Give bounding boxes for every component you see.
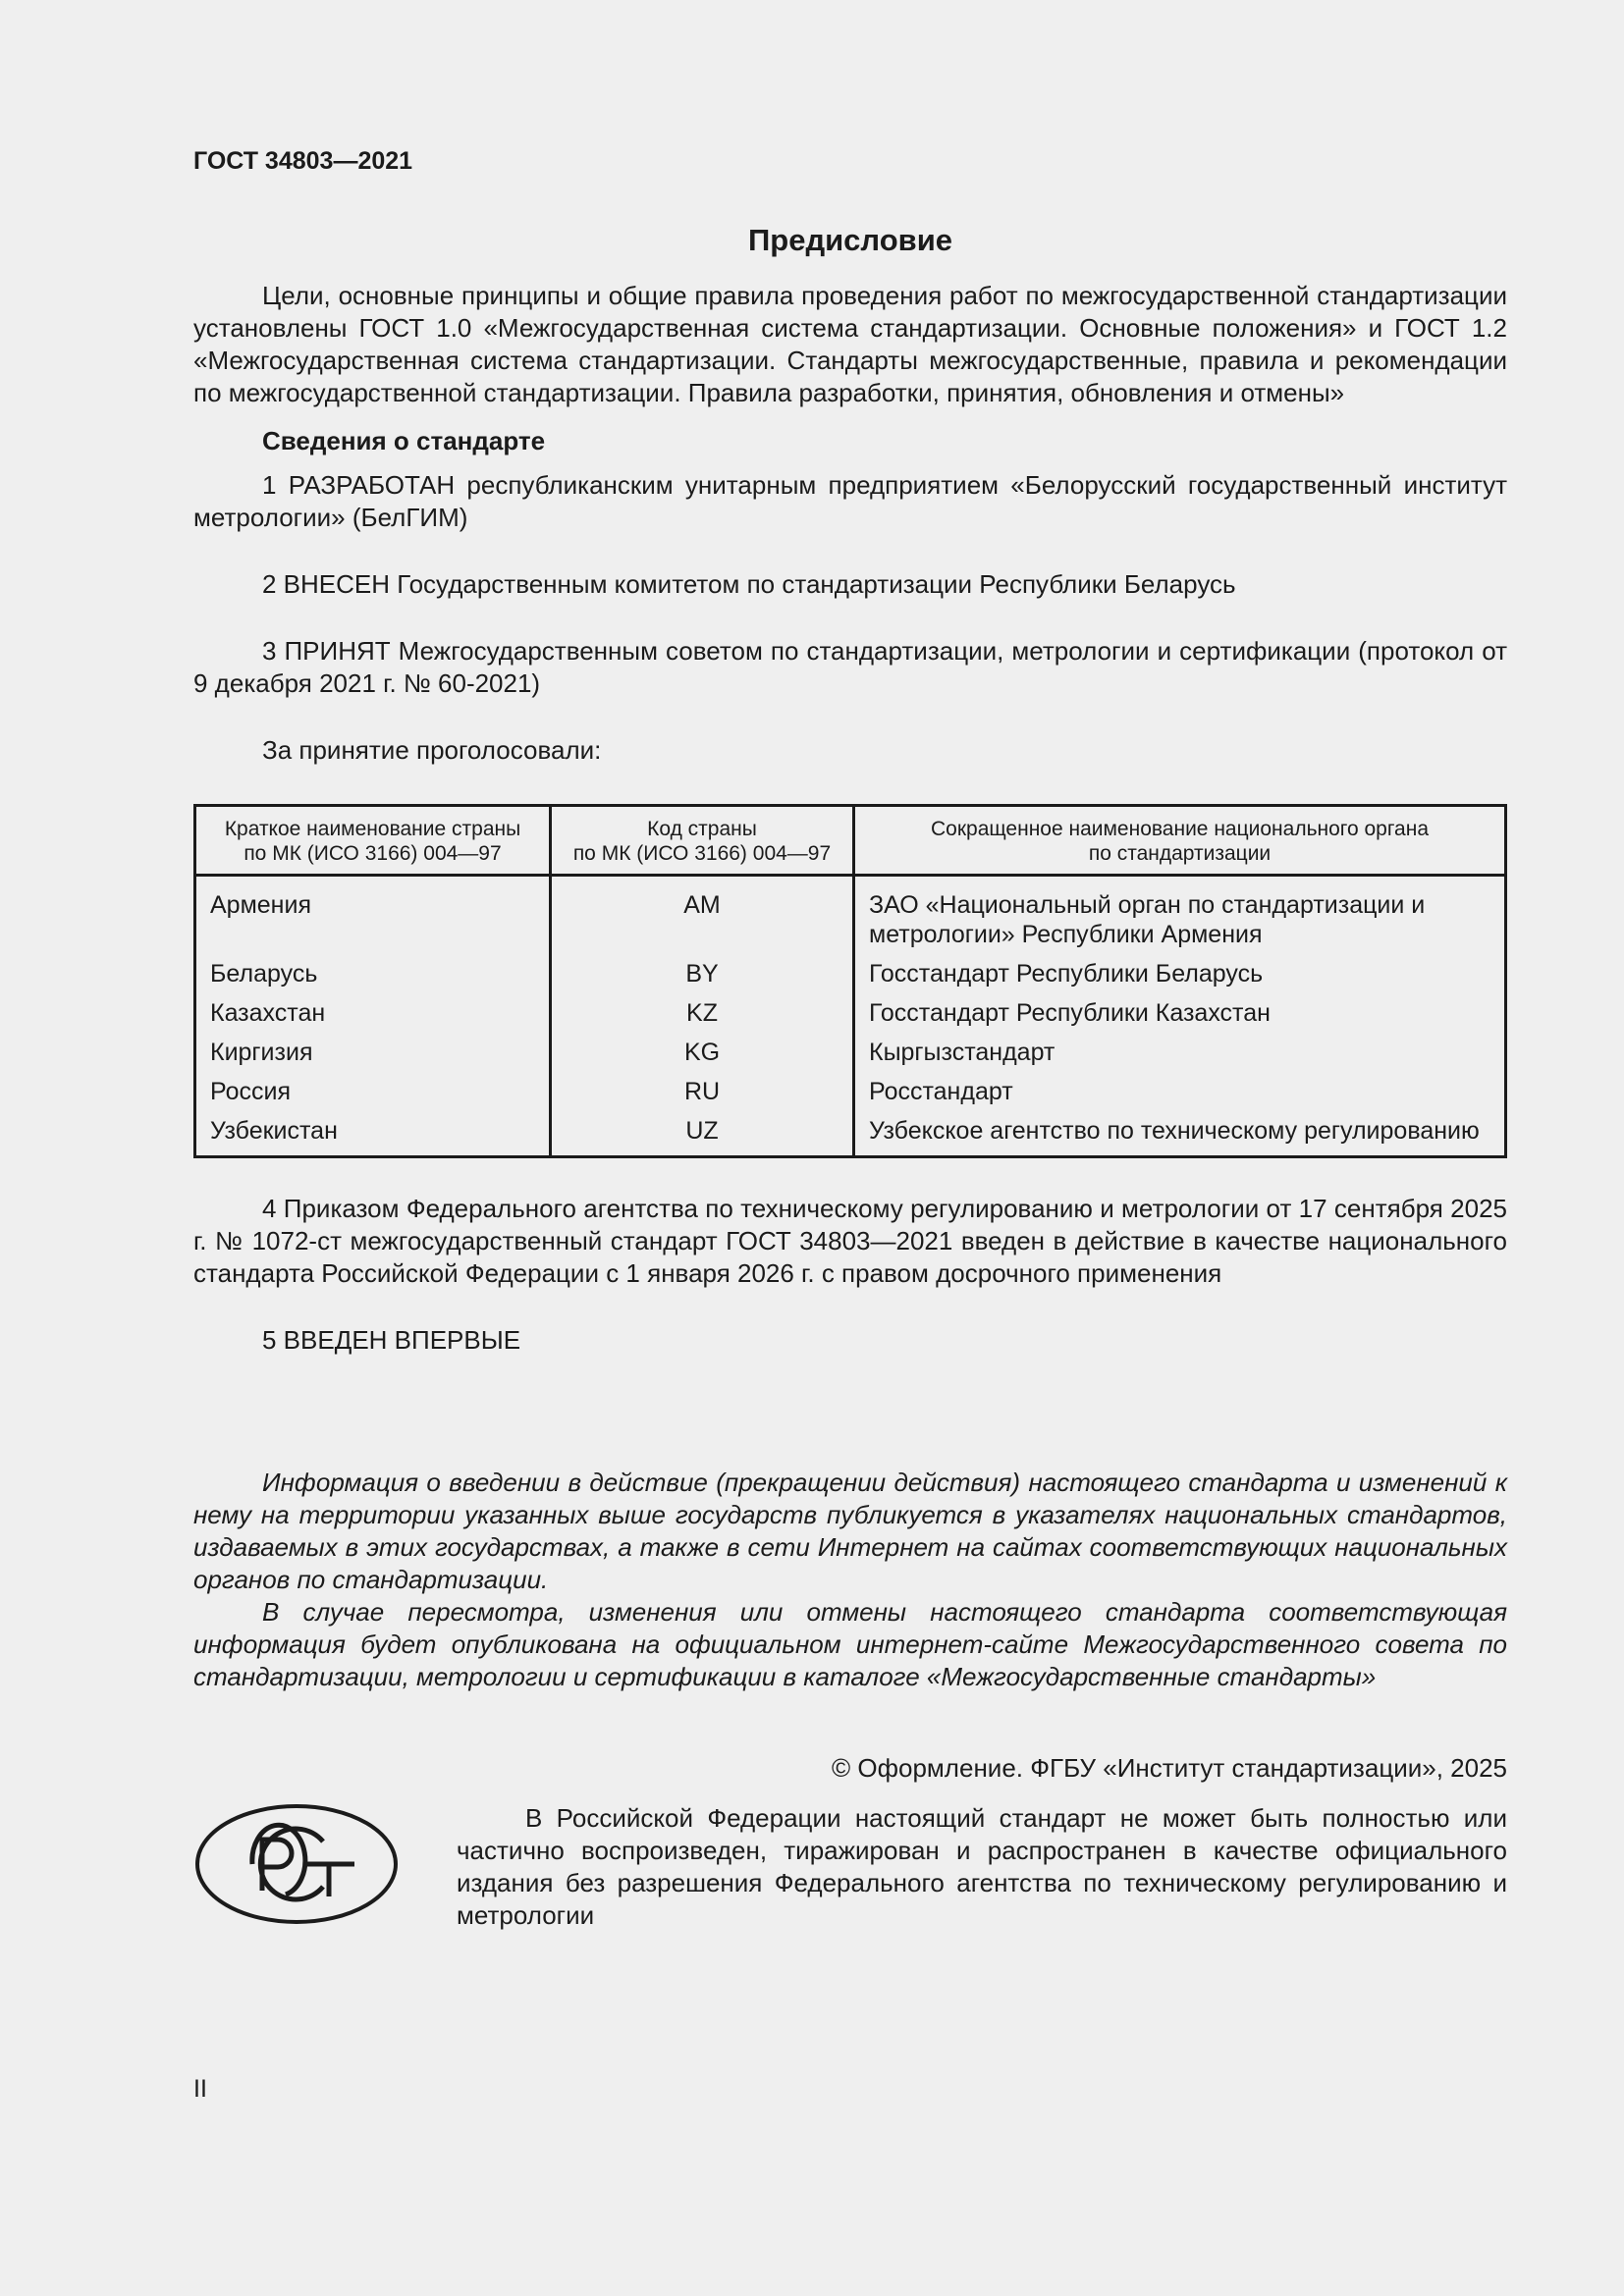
- cell-body: Госстандарт Республики Беларусь: [869, 960, 1264, 988]
- table-row: [195, 876, 1506, 955]
- table-row: [195, 954, 1506, 993]
- cell-country: Россия: [195, 1072, 551, 1111]
- voted-label: За принятие проголосовали:: [262, 735, 602, 765]
- voting-countries-table: [193, 804, 1507, 1158]
- footer-row: [193, 1802, 1507, 1934]
- cell-country: Армения: [195, 876, 551, 955]
- item-first-introduced: 5 ВВЕДЕН ВПЕРВЫЕ: [262, 1325, 521, 1355]
- note-info: Информация о введении в действие (прекращении действия) настоящего стандарта и изменений к нему на территории указанных выше государств публикуется в указателях национальных стандартов, издаваемых в этих государствах, а также в сети Интернет на сайтах соответствующих национальных органов по стандартизации.: [193, 1468, 1507, 1594]
- standard-info-heading: Сведения о стандарте: [262, 426, 546, 455]
- cell-body: Кыргызстандарт: [869, 1039, 1056, 1066]
- cell-body: Росстандарт: [869, 1078, 1013, 1105]
- rst-logo: [193, 1802, 457, 1934]
- rst-logo-icon: [193, 1802, 400, 1926]
- cell-body: Госстандарт Республики Казахстан: [869, 999, 1271, 1027]
- cell-code: AM: [551, 876, 854, 955]
- cell-body: ЗАО «Национальный орган по стандартизации и метрологии» Республики Армения: [869, 891, 1426, 948]
- cell-country: Узбекистан: [195, 1111, 551, 1157]
- cell-body: Узбекское агентство по техническому регулированию: [869, 1117, 1480, 1145]
- cell-country: Киргизия: [195, 1033, 551, 1072]
- cell-code: KG: [551, 1033, 854, 1072]
- header-country-name: Краткое наименование страны по МК (ИСО 3166) 004—97: [195, 806, 551, 876]
- cell-code: UZ: [551, 1111, 854, 1157]
- note-revision: В случае пересмотра, изменения или отмены настоящего стандарта соответствующая информация будет опубликована на официальном интернет-сайте Межгосударственного совета по стандартизации, метрологии и сертификации в каталоге «Межгосударственные стандарты»: [193, 1597, 1507, 1691]
- cell-country: Казахстан: [195, 993, 551, 1033]
- header-national-body: Сокращенное наименование национального органа по стандартизации: [854, 806, 1506, 876]
- preface-intro: Цели, основные принципы и общие правила проведения работ по межгосударственной стандартизации установлены ГОСТ 1.0 «Межгосударственная система стандартизации. Основные положения» и ГОСТ 1.2 «Межгосударственная система стандартизации. Стандарты межгосударственные, правила и рекомендации по межгосударственной стандартизации. Правила разработки, принятия, обновления и отмены»: [193, 281, 1507, 407]
- item-enacted: 4 Приказом Федерального агентства по техническому регулированию и метрологии от 17 сентября 2025 г. № 1072-ст межгосударственный стандарт ГОСТ 34803—2021 введен в действие в качестве национального стандарта Российской Федерации с 1 января 2026 г. с правом досрочного применения: [193, 1194, 1507, 1288]
- header-country-code: Код страны по МК (ИСО 3166) 004—97: [551, 806, 854, 876]
- cell-code: RU: [551, 1072, 854, 1111]
- document-id-header: ГОСТ 34803—2021: [193, 147, 413, 175]
- preface-title: Предисловие: [747, 223, 952, 257]
- cell-code: KZ: [551, 993, 854, 1033]
- page-content: [193, 221, 1507, 1934]
- cell-country: Беларусь: [195, 954, 551, 993]
- item-adopted: 3 ПРИНЯТ Межгосударственным советом по стандартизации, метрологии и сертификации (протокол от 9 декабря 2021 г. № 60-2021): [193, 636, 1507, 698]
- item-developed: 1 РАЗРАБОТАН республиканским унитарным предприятием «Белорусский государственный институт метрологии» (БелГИМ): [193, 470, 1507, 532]
- table-row: [195, 1033, 1506, 1072]
- table-row: [195, 993, 1506, 1033]
- cell-code: BY: [551, 954, 854, 993]
- page-number: II: [193, 2075, 207, 2103]
- copyright-line: © Оформление. ФГБУ «Институт стандартизации», 2025: [832, 1753, 1507, 1783]
- table-row: [195, 1072, 1506, 1111]
- table-row: [195, 1111, 1506, 1157]
- reproduction-rights: В Российской Федерации настоящий стандарт не может быть полностью или частично воспроизведен, тиражирован и распространен в качестве официального издания без разрешения Федерального агентства по техническому регулированию и метрологии: [457, 1803, 1507, 1930]
- table-header-row: [195, 806, 1506, 876]
- item-submitted: 2 ВНЕСЕН Государственным комитетом по стандартизации Республики Беларусь: [262, 569, 1236, 599]
